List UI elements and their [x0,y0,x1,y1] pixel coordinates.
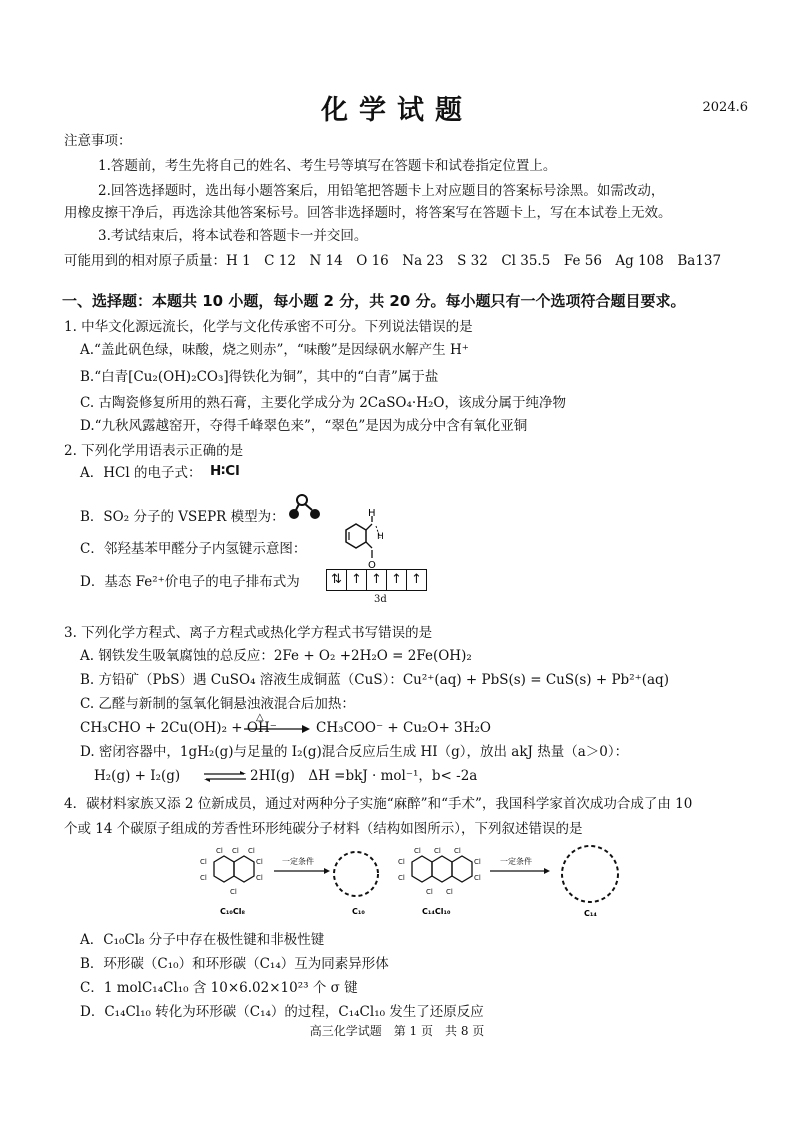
c10-ring [334,852,378,896]
orbital-label: 3d [374,594,387,605]
cyclocarbon-synthesis-scheme [190,844,660,924]
section-heading: 一、选择题：本题共 10 小题，每小题 2 分，共 20 分。每小题只有一个选项符合题目要求。 [62,292,686,310]
c14cl10-label: C₁₄Cl₁₀ [422,907,451,916]
carbonyl-o-label: O [368,560,376,570]
equilibrium-arrow [202,771,248,783]
q4-option-b: B．环形碳（C₁₀）和环形碳（C₁₄）互为同素异形体 [80,956,389,972]
svg-text:Cl: Cl [200,858,207,866]
q1-option-a: A.“盖此矾色绿，味酸，烧之则赤”，“味酸”是因绿矾水解产生 H⁺ [80,342,469,358]
svg-text:Cl: Cl [200,874,207,882]
q2-option-a: A．HCl 的电子式： [80,465,202,481]
svg-text:Cl: Cl [232,847,239,855]
orbital-box-2: ↑ [347,570,367,590]
so2-vsepr-model [284,490,328,526]
svg-text:Cl: Cl [446,888,453,896]
o-hydroxybenzaldehyde-h-bond-diagram [330,508,386,570]
3d-orbital-diagram [326,569,427,591]
q3-c-equation-left: CH₃CHO + 2Cu(OH)₂ + OH⁻ [80,720,277,736]
q3-option-a: A. 钢铁发生吸氧腐蚀的总反应：2Fe + O₂ +2H₂O = 2Fe(OH)₂ [80,648,472,664]
aldehyde-h-label: H [377,532,384,542]
q3-d-equation-left: H₂(g) + I₂(g) [94,768,181,784]
svg-text:Cl: Cl [398,858,405,866]
notes-heading: 注意事项： [64,133,132,149]
orbital-box-5: ↑ [411,572,422,587]
condition-label-2: 一定条件 [500,857,532,866]
heat-symbol: △ [256,712,264,723]
svg-text:Cl: Cl [230,888,237,896]
q1-option-b: B.“白青[Cu₂(OH)₂CO₃]得铁化为铜”，其中的“白青”属于盐 [80,369,439,385]
q1-option-d: D.“九秋风露越窑开，夺得千峰翠色来”，“翠色”是因为成分中含有氧化亚铜 [80,418,528,434]
q3-c-equation-right: CH₃COO⁻ + Cu₂O+ 3H₂O [316,720,491,736]
q1-option-c: C. 古陶瓷修复所用的熟石膏，主要化学成分为 2CaSO₄·H₂O，该成分属于纯净物 [80,395,566,411]
q3-option-c: C. 乙醛与新制的氢氧化铜悬浊液混合后加热： [80,696,355,712]
q1-stem: 1. 中华文化源远流长，化学与文化传承密不可分。下列说法错误的是 [64,319,473,335]
q2-stem: 2. 下列化学用语表示正确的是 [64,443,244,459]
note-item-1: 1.答题前，考生先将自己的姓名、考生号等填写在答题卡和试卷指定位置上。 [98,158,557,174]
c14-ring [562,846,618,902]
svg-text:Cl: Cl [398,874,405,882]
q4-option-a: A．C₁₀Cl₈ 分子中存在极性键和非极性键 [80,932,325,948]
c14-label: C₁₄ [584,909,597,918]
exam-date: 2024.6 [702,100,748,115]
q3-option-d: D. 密闭容器中，1gH₂(g)与足量的 I₂(g)混合反应后生成 HI（g），放出 akJ 热量（a＞0）： [80,744,629,760]
note-item-2: 2.回答选择题时，选出每小题答案后，用铅笔把答题卡上对应题目的答案标号涂黑。如需改动， [98,183,665,199]
note-item-2-cont: 用橡皮擦干净后，再选涂其他答案标号。回答非选择题时，将答案写在答题卡上，写在本试卷上无效。 [64,205,672,221]
svg-text:Cl: Cl [256,858,263,866]
q4-option-d: D．C₁₄Cl₁₀ 转化为环形碳（C₁₄）的过程，C₁₄Cl₁₀ 发生了还原反应 [80,1004,484,1020]
q4-stem-line-1: 4．碳材料家族又添 2 位新成员，通过对两种分子实施“麻醉”和“手术”，我国科学家首次成功合成了由 10 [64,796,693,812]
q4-stem-line-2: 个或 14 个碳原子组成的芳香性环形纯碳分子材料（结构如图所示），下列叙述错误的是 [64,821,583,837]
svg-text:Cl: Cl [426,888,433,896]
orbital-box-4: ↑ [387,570,407,590]
svg-text:Cl: Cl [434,847,441,855]
svg-text:Cl: Cl [414,847,421,855]
c14cl10-structure [412,856,472,882]
orbital-box-1: ⇅ [327,570,347,590]
q2-option-b: B．SO₂ 分子的 VSEPR 模型为： [80,509,285,525]
q3-option-b: B. 方铅矿（PbS）遇 CuSO₄ 溶液生成铜蓝（CuS）：Cu²⁺(aq) + PbS(s) = CuS(s) + Pb²⁺(aq) [80,672,669,688]
svg-text:Cl: Cl [454,847,461,855]
page-footer: 高三化学试题 第 1 页 共 8 页 [309,1024,485,1038]
hcl-electron-formula: H∶Cl [210,463,240,479]
svg-text:Cl: Cl [216,847,223,855]
svg-text:Cl: Cl [474,858,481,866]
svg-text:Cl: Cl [256,874,263,882]
c10-label: C₁₀ [352,907,365,916]
svg-text:Cl: Cl [474,874,481,882]
c14cl10-cl-labels [398,847,481,896]
reaction-arrow [244,724,310,734]
atomic-masses: 可能用到的相对原子质量：H 1 C 12 N 14 O 16 Na 23 S 32 Cl 35.5 Fe 56 Ag 108 Ba137 [64,253,722,269]
q4-option-c: C．1 molC₁₄Cl₁₀ 含 10×6.02×10²³ 个 σ 键 [80,980,358,996]
svg-text:Cl: Cl [248,847,255,855]
c10cl8-structure [214,856,254,882]
q2-option-c: C．邻羟基苯甲醛分子内氢键示意图： [80,541,307,557]
note-item-3: 3.考试结束后，将本试卷和答题卡一并交回。 [98,228,368,244]
page-title: 化学试题 [321,95,473,126]
condition-label-1: 一定条件 [282,857,314,866]
orbital-box-3: ↑ [367,570,387,590]
q2-option-d: D．基态 Fe²⁺价电子的电子排布式为 [80,574,300,590]
q3-d-equation-right: 2HI(g) ΔH =bkJ · mol⁻¹，b< -2a [250,768,478,784]
hydroxyl-h-label: H [368,508,376,519]
q3-stem: 3. 下列化学方程式、离子方程式或热化学方程式书写错误的是 [64,625,433,641]
c10cl8-label: C₁₀Cl₈ [220,907,245,916]
